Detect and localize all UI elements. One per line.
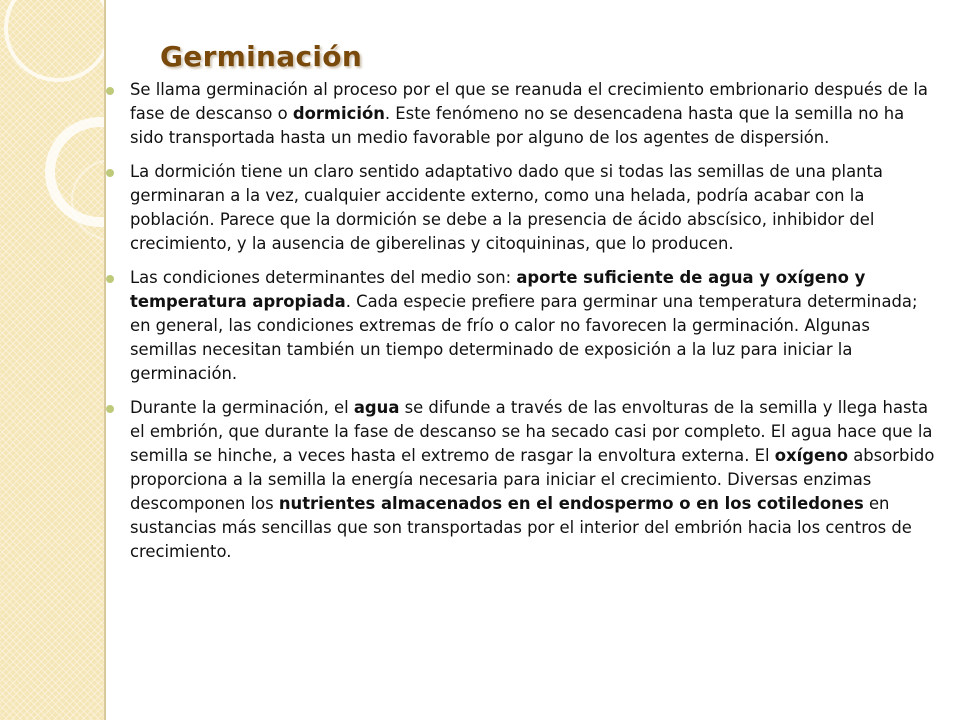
list-item (104, 266, 936, 386)
bullet-dot-icon (106, 87, 114, 95)
paragraph-text: Las condiciones determinantes del medio son: (130, 268, 517, 287)
paragraph-text: se difunde a través de las envolturas de la semilla y llega hasta el embrión, que durante la fase de descanso se ha secado casi por completo. El agua hace que la semilla se hinche, a veces hasta el extremo de rasgar la envoltura externa. El (130, 398, 933, 465)
bullet-dot-icon (106, 275, 114, 283)
list-item (104, 396, 936, 564)
paragraph-text: en sustancias más sencillas que son transportadas por el interior del embrión hacia los centros de crecimiento. (130, 494, 912, 561)
bullet-dot-icon (106, 405, 114, 413)
bullet-list (104, 78, 936, 564)
bold-term: oxígeno (774, 446, 848, 465)
decorative-ring-small (72, 160, 104, 240)
decorative-ring-top (6, 0, 104, 80)
paragraph-text: Se llama germinación al proceso por el que se reanuda el crecimiento embrionario después de la fase de descanso o (130, 80, 928, 123)
slide-body (104, 78, 936, 574)
bold-term: dormición (292, 104, 385, 123)
paragraph-text: . Este fenómeno no se desencadena hasta que la semilla no ha sido transportada hasta un medio favorable por alguno de los agentes de dispersión. (130, 104, 905, 147)
list-item (104, 160, 936, 256)
decorative-ring-middle (50, 122, 104, 222)
decorative-sidebar (0, 0, 104, 720)
paragraph-text: La dormición tiene un claro sentido adaptativo dado que si todas las semillas de una planta germinaran a la vez, cualquier accidente externo, como una helada, podría acabar con la población. Parece que la dormición se debe a la presencia de ácido abscísico, inhibidor del crecimiento, y la ausencia de giberelinas y citoquininas, que lo producen. (130, 162, 883, 253)
bullet-dot-icon (106, 169, 114, 177)
slide-title: Germinación (160, 40, 363, 73)
bold-term: aporte suficiente de agua y oxígeno y temperatura apropiada (130, 268, 866, 311)
paragraph-text: Durante la germinación, el (130, 398, 354, 417)
paragraph-text: absorbido proporciona a la semilla la energía necesaria para iniciar el crecimiento. Diversas enzimas descomponen los (130, 446, 935, 513)
bold-term: agua (353, 398, 400, 417)
bold-term: nutrientes almacenados en el endospermo o en los cotiledones (278, 494, 864, 513)
list-item (104, 78, 936, 150)
sidebar-circles-decoration (0, 0, 104, 720)
paragraph-text: . Cada especie prefiere para germinar una temperatura determinada; en general, las condiciones extremas de frío o calor no favorecen la germinación. Algunas semillas necesitan también un tiempo determinado de exposición a la luz para iniciar la germinación. (130, 292, 918, 383)
